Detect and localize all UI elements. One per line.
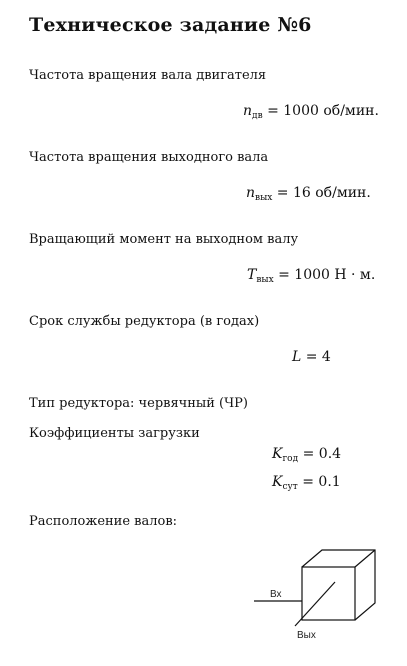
- symbol: T: [247, 267, 257, 283]
- gearbox-front-face: [302, 567, 355, 620]
- gearbox-back-edges: [302, 550, 375, 620]
- output-torque-formula: [247, 267, 375, 285]
- service-life-formula: [292, 349, 331, 365]
- input-shaft-label: Вх: [270, 589, 282, 600]
- load-coefficients-label: Коэффициенты загрузки: [29, 426, 200, 441]
- symbol: L: [292, 349, 302, 365]
- subscript: вых: [256, 275, 274, 285]
- output-speed-formula: [246, 185, 371, 203]
- value: = 1000 об/мин.: [267, 103, 379, 119]
- symbol: n: [243, 103, 253, 119]
- motor-speed-label: Частота вращения вала двигателя: [29, 68, 267, 83]
- gearbox-top-edge: [355, 550, 375, 567]
- gearbox-type: Тип редуктора: червячный (ЧР): [29, 396, 249, 411]
- output-speed-label: Частота вращения выходного вала: [29, 150, 269, 165]
- subscript: вых: [255, 193, 273, 203]
- load-coefficient-day: [272, 474, 341, 492]
- load-coefficient-year: [272, 446, 341, 464]
- subscript: год: [282, 454, 299, 464]
- service-life-label: Срок службы редуктора (в годах): [29, 314, 260, 329]
- output-shaft-label: Вых: [297, 630, 316, 641]
- value: = 0.4: [302, 446, 342, 462]
- subscript: дв: [252, 111, 263, 121]
- output-torque-label: Вращающий момент на выходном валу: [29, 232, 299, 247]
- page-title: Техническое задание №6: [29, 14, 312, 36]
- value: = 1000 Н · м.: [278, 267, 376, 283]
- subscript: сут: [282, 482, 298, 492]
- shaft-layout-diagram: [240, 540, 390, 650]
- motor-speed-formula: [243, 103, 379, 121]
- value: = 0.1: [302, 474, 341, 490]
- symbol: K: [272, 474, 283, 490]
- shaft-layout-label: Расположение валов:: [29, 514, 178, 529]
- value: = 4: [305, 349, 331, 365]
- symbol: K: [272, 446, 283, 462]
- value: = 16 об/мин.: [276, 185, 371, 201]
- symbol: n: [246, 185, 256, 201]
